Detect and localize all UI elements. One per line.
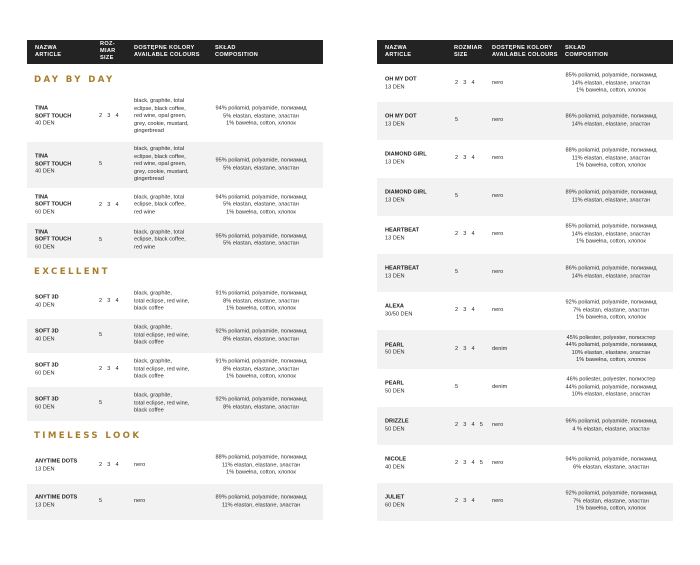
article-den: 13 DEN [385, 197, 405, 203]
size-value: 2 3 4 [99, 462, 121, 469]
header-composition: SKŁAD COMPOSITION [565, 45, 609, 58]
article-den: 60 DEN [385, 502, 405, 508]
article-name: TINA SOFT TOUCH [35, 105, 72, 120]
table-row [377, 216, 673, 254]
colours-value: nero [492, 231, 504, 238]
article-cell [385, 303, 412, 318]
article-cell [385, 151, 427, 166]
article-den: 40 DEN [35, 336, 55, 342]
size-value: 2 3 4 5 [455, 422, 485, 429]
section-title-timeless-look: TIMELESS LOOK [34, 431, 142, 441]
colours-value: nero [492, 155, 504, 162]
colours-value: nero [134, 498, 146, 505]
table-row [27, 223, 323, 258]
size-value: 5 [455, 269, 460, 276]
composition-value: 95% poliamid, polyamide, полиамид 5% elastan, elastane, эластан [215, 157, 307, 171]
colours-value: nero [492, 117, 504, 124]
table-row [377, 407, 673, 445]
size-value: 2 3 4 [455, 80, 477, 87]
article-den: 13 DEN [385, 121, 405, 127]
left-page [27, 40, 323, 520]
table-row [27, 92, 323, 142]
article-cell [385, 227, 419, 242]
colours-value: black, graphite, total eclipse, black coffee, red wine [134, 229, 186, 251]
colours-value: black, graphite, total eclipse, red wine, black coffee [134, 358, 190, 380]
table-row [377, 483, 673, 521]
table-row [377, 292, 673, 330]
article-name: SOFT 3D [35, 396, 59, 403]
article-cell [385, 418, 409, 433]
article-den: 40 DEN [35, 120, 55, 127]
colours-value: denim [492, 384, 508, 391]
composition-value: 88% poliamid, polyamide, полиамид 11% elastan, elastane, эластан 1% bawełna, cotton, хлопок [565, 147, 657, 169]
section-title-day-by-day: DAY BY DAY [34, 75, 115, 85]
colours-value: black, graphite, total eclipse, black coffee, red wine [134, 194, 186, 216]
article-cell [385, 456, 406, 471]
size-value: 5 [99, 498, 104, 505]
article-name: DIAMOND GIRL [385, 189, 427, 196]
table-row [27, 188, 323, 223]
header-colours: DOSTĘPNE KOLORY AVAILABLE COLOURS [492, 45, 558, 58]
article-name: DIAMOND GIRL [385, 151, 427, 158]
size-value: 5 [455, 117, 460, 124]
section-title-excellent: EXCELLENT [34, 267, 110, 277]
composition-value: 94% poliamid, polyamide, полиамид 5% elastan, elastane, эластан 1% bawełna, cotton, хлопок [215, 105, 307, 127]
table-row [27, 353, 323, 387]
size-value: 2 3 4 [455, 345, 477, 352]
colours-value: denim [492, 345, 508, 352]
article-name: SOFT 3D [35, 362, 59, 369]
composition-value: 89% poliamid, polyamide, полиамид 11% elastan, elastane, эластан [215, 494, 307, 508]
article-cell [35, 362, 59, 377]
article-cell [385, 113, 417, 128]
composition-value: 91% poliamid, polyamide, полиамид 8% elastan, elastane, эластан 1% bawełna, cotton, хлопок [215, 358, 307, 380]
colours-value: black, graphite, total eclipse, red wine, black coffee [134, 324, 190, 346]
colours-value: nero [492, 422, 504, 429]
right-table-header [377, 40, 673, 64]
table-row [377, 254, 673, 292]
composition-value: 85% poliamid, polyamide, полиамид 14% elastan, elastane, эластан 1% bawełna, cotton, хлопок [565, 72, 657, 94]
size-value: 2 3 4 [455, 498, 477, 505]
article-name: TINA SOFT TOUCH [35, 194, 72, 208]
size-value: 2 3 4 [455, 155, 477, 162]
article-cell [35, 494, 77, 509]
article-name: TINA SOFT TOUCH [35, 229, 72, 243]
article-name: SOFT 3D [35, 294, 59, 301]
table-row [27, 319, 323, 353]
size-value: 5 [99, 332, 104, 339]
article-name: DRIZZLE [385, 418, 409, 425]
header-size: ROZMIAR SIZE [454, 45, 483, 58]
article-den: 30/50 DEN [385, 311, 413, 317]
article-cell [35, 154, 71, 177]
article-cell [35, 229, 71, 252]
composition-value: 89% poliamid, polyamide, полиамид 11% elastan, elastane, эластан [565, 189, 657, 203]
table-row [27, 448, 323, 484]
size-value: 2 3 4 5 [455, 460, 485, 467]
article-den: 13 DEN [35, 466, 55, 472]
article-den: 13 DEN [385, 235, 405, 241]
article-cell [385, 76, 417, 91]
right-page [377, 40, 673, 521]
article-name: ALEXA [385, 303, 404, 310]
article-cell [385, 189, 427, 204]
size-value: 2 3 4 [99, 201, 121, 208]
composition-value: 92% poliamid, polyamide, полиамид 8% elastan, elastane, эластан [215, 396, 307, 410]
size-value: 5 [99, 236, 104, 243]
article-name: PEARL [385, 341, 404, 348]
colours-value: nero [492, 307, 504, 314]
composition-value: 92% poliamid, polyamide, полиамид 7% elastan, elastane, эластан 1% bawełna, cotton, хлопок [565, 490, 657, 512]
composition-value: 92% poliamid, polyamide, полиамид 8% elastan, elastane, эластан [215, 328, 307, 342]
table-row [27, 142, 323, 188]
header-size: ROZ- MIAR SIZE [100, 41, 116, 61]
composition-value: 86% poliamid, polyamide, полиамид 14% elastan, elastane, эластан [565, 113, 657, 127]
article-den: 13 DEN [385, 84, 405, 90]
article-name: OH MY DOT [385, 113, 417, 120]
article-cell [35, 294, 59, 309]
table-row [377, 330, 673, 369]
header-composition: SKŁAD COMPOSITION [215, 45, 259, 58]
composition-value: 94% poliamid, polyamide, полиамид 5% elastan, elastane, эластан 1% bawełna, cotton, хлопок [215, 194, 307, 216]
header-article: NAZWA ARTICLE [35, 45, 62, 58]
size-value: 2 3 4 [455, 231, 477, 238]
article-den: 60 DEN [35, 209, 55, 216]
article-den: 60 DEN [35, 244, 55, 251]
article-den: 50 DEN [385, 388, 405, 394]
article-name: ANYTIME DOTS [35, 458, 78, 465]
colours-value: black, graphite, total eclipse, black coffee, red wine, opal green, grey, cookie, mustard, gingerbread [134, 98, 189, 135]
article-cell [35, 396, 59, 411]
article-den: 13 DEN [35, 502, 55, 508]
size-value: 5 [99, 161, 104, 168]
article-cell [35, 328, 59, 343]
article-den: 13 DEN [385, 159, 405, 165]
composition-value: 94% poliamid, polyamide, полиамид 6% elastan, elastane, эластан [565, 456, 657, 470]
size-value: 5 [99, 400, 104, 407]
size-value: 5 [455, 384, 460, 391]
composition-value: 92% poliamid, polyamide, полиамид 7% elastan, elastane, эластан 1% bawełna, cotton, хлопок [565, 299, 657, 321]
size-value: 2 3 4 [99, 298, 121, 305]
article-name: NICOLE [385, 456, 407, 463]
article-cell [35, 106, 71, 129]
article-den: 13 DEN [385, 273, 405, 279]
article-cell [35, 458, 77, 473]
composition-value: 86% poliamid, polyamide, полиамид 14% elastan, elastane, эластан [565, 265, 657, 279]
size-value: 2 3 4 [455, 307, 477, 314]
header-article: NAZWA ARTICLE [385, 45, 412, 58]
article-den: 40 DEN [35, 168, 55, 175]
size-value: 2 3 4 [99, 113, 121, 120]
article-cell [385, 380, 405, 395]
article-name: PEARL [385, 380, 404, 387]
composition-value: 95% poliamid, polyamide, полиамид 5% elastan, elastane, эластан [215, 232, 307, 247]
article-cell [35, 194, 71, 217]
colours-value: black, graphite, total eclipse, black coffee, red wine, opal green, grey, cookie, mustard, gingerbread [134, 146, 189, 183]
article-cell [385, 265, 419, 280]
article-name: HEARTBEAT [385, 227, 420, 234]
table-row [377, 445, 673, 483]
table-row [27, 285, 323, 319]
colours-value: nero [492, 193, 504, 200]
table-row [377, 102, 673, 140]
article-den: 40 DEN [385, 464, 405, 470]
table-row [377, 66, 673, 102]
colours-value: nero [492, 80, 504, 87]
composition-value: 91% poliamid, polyamide, полиамид 8% elastan, elastane, эластан 1% bawełna, cotton, хлопок [215, 290, 307, 312]
article-name: HEARTBEAT [385, 265, 420, 272]
article-cell [385, 342, 405, 357]
composition-value: 88% poliamid, polyamide, полиамид 11% elastan, elastane, эластан 1% bawełna, cotton, хлопок [215, 454, 307, 476]
left-table-header [27, 40, 323, 64]
article-name: OH MY DOT [385, 76, 417, 83]
composition-value: 85% poliamid, polyamide, полиамид 14% elastan, elastane, эластан 1% bawełna, cotton, хлопок [565, 223, 657, 245]
colours-value: nero [492, 498, 504, 505]
article-den: 60 DEN [35, 370, 55, 376]
colours-value: black, graphite, total eclipse, red wine, black coffee [134, 290, 190, 312]
composition-value: 96% poliamid, polyamide, полиамид 4 % elastan, elastane, эластан [565, 418, 657, 432]
table-row [27, 484, 323, 520]
article-den: 50 DEN [385, 426, 405, 432]
table-row [377, 369, 673, 407]
article-den: 40 DEN [35, 302, 55, 308]
composition-value: 45% poliester, polyester, полиэстер 44% poliamid, polyamide, полиамид 10% elastan, elastane, эластан 1% bawełna, cotton, хлопок [565, 334, 657, 364]
header-colours: DOSTĘPNE KOLORY AVAILABLE COLOURS [134, 45, 200, 58]
composition-value: 46% poliester, polyester, полиэстер 44% poliamid, polyamide, полиамид 10% elastan, elastane, эластан [565, 376, 657, 398]
article-name: TINA SOFT TOUCH [35, 153, 72, 168]
colours-value: nero [134, 462, 146, 469]
colours-value: nero [492, 269, 504, 276]
colours-value: black, graphite, total eclipse, red wine, black coffee [134, 392, 190, 414]
size-value: 5 [455, 193, 460, 200]
size-value: 2 3 4 [99, 366, 121, 373]
table-row [377, 178, 673, 216]
article-name: ANYTIME DOTS [35, 494, 78, 501]
colours-value: nero [492, 460, 504, 467]
article-den: 60 DEN [35, 404, 55, 410]
table-row [27, 387, 323, 421]
table-row [377, 140, 673, 178]
article-name: SOFT 3D [35, 328, 59, 335]
article-cell [385, 494, 405, 509]
article-name: JULIET [385, 494, 405, 501]
article-den: 50 DEN [385, 349, 405, 356]
